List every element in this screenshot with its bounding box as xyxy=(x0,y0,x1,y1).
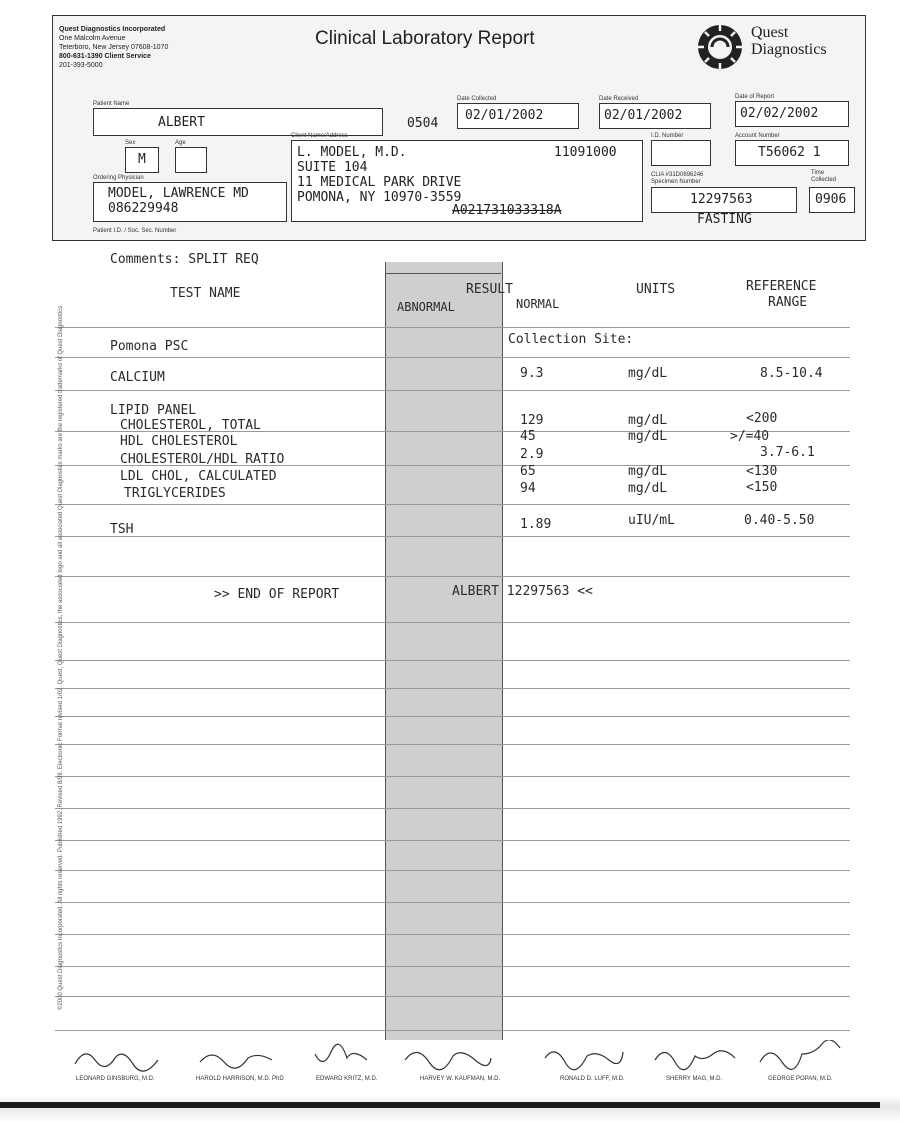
client-service-phone: 800-631-1390 Client Service xyxy=(59,53,151,60)
patient-name-value: ALBERT xyxy=(158,115,205,130)
row-rule xyxy=(55,504,850,505)
company-address-2: Teterboro, New Jersey 07608-1070 xyxy=(59,44,169,51)
test-name: CALCIUM xyxy=(110,370,165,385)
test-name: CHOLESTEROL/HDL RATIO xyxy=(120,452,285,467)
test-result: 1.89 xyxy=(520,517,552,532)
row-rule xyxy=(55,465,850,466)
end-of-report-prefix: >> END OF REPORT xyxy=(214,587,340,602)
test-name: HDL CHOLESTEROL xyxy=(120,434,238,449)
test-range: <200 xyxy=(746,411,778,426)
patient-id-label: Patient I.D. / Soc. Sec. Number xyxy=(93,228,177,234)
client-number: 11091000 xyxy=(554,145,617,160)
signatory-name: EDWARD KRITZ, M.D. xyxy=(316,1076,378,1082)
test-name: LDL CHOL, CALCULATED xyxy=(120,469,277,484)
signatures-row xyxy=(70,1040,870,1076)
date-received-field xyxy=(599,103,711,129)
physician-label: Ordering Physician xyxy=(93,175,144,181)
test-result: 65 xyxy=(520,464,536,479)
test-units: mg/dL xyxy=(628,429,668,444)
signatory-name: LEONARD GINSBURG, M.D. xyxy=(76,1076,155,1082)
date-received-label: Date Received xyxy=(599,96,639,102)
secondary-phone: 201-393-5000 xyxy=(59,62,103,69)
row-rule xyxy=(55,660,850,661)
age-label: Age xyxy=(175,140,186,146)
account-field xyxy=(735,140,849,166)
physician-box xyxy=(93,182,287,222)
date-report-label: Date of Report xyxy=(735,94,775,100)
test-name: TRIGLYCERIDES xyxy=(124,486,226,501)
row-rule xyxy=(55,390,850,391)
comments: Comments: SPLIT REQ xyxy=(110,252,259,267)
side-legal-text: ©2000 Quest Diagnostics Incorporated. All rights reserved. Published 1992. Revised 8/99. Electronic Format revised 1/02. Quest, Quest Diagnostics, the associated logo and all associated Quest Diagnostics marks are the registered trademarks of Quest Diagnostics xyxy=(58,305,64,1010)
row-rule xyxy=(55,902,850,903)
sex-field xyxy=(125,147,159,173)
test-range: 0.40-5.50 xyxy=(744,513,815,528)
date-collected-field xyxy=(457,103,579,129)
specimen-field xyxy=(651,187,797,213)
lab-id-field xyxy=(651,140,711,166)
client-line-3: 11 MEDICAL PARK DRIVE xyxy=(297,175,462,190)
row-rule xyxy=(55,776,850,777)
test-units: mg/dL xyxy=(628,366,668,381)
signatory-name: HAROLD HARRISON, M.D. PhD xyxy=(196,1076,284,1082)
sex-value: M xyxy=(138,152,146,167)
row-rule xyxy=(55,996,850,997)
range-header: RANGE xyxy=(768,295,808,310)
row-rule xyxy=(55,688,850,689)
test-range: >/=40 xyxy=(730,429,770,444)
client-line-1: L. MODEL, M.D. xyxy=(297,145,407,160)
test-result: 9.3 xyxy=(520,366,544,381)
logo-text-line2: Diagnostics xyxy=(751,41,827,58)
sex-label: Sex xyxy=(125,140,136,146)
row-rule xyxy=(55,622,850,623)
date-collected-label: Date Collected xyxy=(457,96,497,102)
patient-name-label: Patient Name xyxy=(93,101,130,107)
signatory-name: SHERRY MAG, M.D. xyxy=(666,1076,723,1082)
client-address-box xyxy=(291,140,643,222)
page-bottom-edge xyxy=(0,1102,880,1108)
company-address-1: One Malcolm Avenue xyxy=(59,35,126,42)
test-range: 3.7-6.1 xyxy=(760,445,815,460)
test-name: LIPID PANEL xyxy=(110,403,197,418)
collection-site-label: Collection Site: xyxy=(508,332,634,347)
header-rule xyxy=(55,327,850,328)
specimen-label: Specimen Number xyxy=(651,179,701,185)
units-header: UNITS xyxy=(636,282,676,297)
test-range: <130 xyxy=(746,464,778,479)
row-rule xyxy=(55,1030,850,1031)
signatory-name: GEORGE POPAN, M.D. xyxy=(768,1076,833,1082)
patient-name-field xyxy=(93,108,383,136)
logo-text-line1: Quest xyxy=(751,24,789,41)
fasting-label: FASTING xyxy=(697,212,752,227)
row-rule xyxy=(55,536,850,537)
accession-number: A021731033318A xyxy=(452,203,562,218)
row-rule xyxy=(55,576,850,577)
row-rule xyxy=(55,840,850,841)
abnormal-header: ABNORMAL xyxy=(397,300,455,314)
test-units: mg/dL xyxy=(628,413,668,428)
row-rule xyxy=(55,870,850,871)
row-rule xyxy=(55,808,850,809)
row-rule xyxy=(55,966,850,967)
row-rule xyxy=(55,744,850,745)
signatory-name: HARVEY W. KAUFMAN, M.D. xyxy=(420,1076,501,1082)
row-rule xyxy=(55,357,850,358)
date-report-value: 02/02/2002 xyxy=(740,106,819,121)
clia-label: CLIA #31D0696246 xyxy=(651,172,704,178)
lab-id-label: I.D. Number xyxy=(651,133,684,139)
signatory-name: RONALD D. LUFF, M.D. xyxy=(560,1076,625,1082)
result-header: RESULT xyxy=(466,282,513,297)
time-value: 0906 xyxy=(815,192,847,207)
test-range: <150 xyxy=(746,480,778,495)
normal-header: NORMAL xyxy=(516,297,560,311)
test-name: TSH xyxy=(110,522,134,537)
date-received-value: 02/01/2002 xyxy=(604,108,683,123)
report-header xyxy=(52,15,866,241)
client-line-2: SUITE 104 xyxy=(297,160,368,175)
client-label: Client Name/Address xyxy=(291,133,348,139)
abnormal-result-column xyxy=(385,262,503,1040)
patient-id: 086229948 xyxy=(108,201,179,216)
test-units: mg/dL xyxy=(628,464,668,479)
time-field xyxy=(809,187,855,213)
row-rule xyxy=(55,716,850,717)
client-line-4: POMONA, NY 10970-3559 xyxy=(297,190,462,205)
company-name: Quest Diagnostics Incorporated xyxy=(59,26,166,33)
test-result: 129 xyxy=(520,413,544,428)
lab-code: 0504 xyxy=(407,116,439,131)
end-of-report-suffix: ALBERT 12297563 << xyxy=(452,584,593,599)
signature-scribbles-icon xyxy=(70,1040,870,1076)
physician-name: MODEL, LAWRENCE MD xyxy=(108,186,249,201)
reference-header: REFERENCE xyxy=(746,279,817,294)
logo-text xyxy=(751,24,827,58)
date-report-field xyxy=(735,101,849,127)
specimen-value: 12297563 xyxy=(690,192,753,207)
quest-logo-icon xyxy=(695,22,745,72)
date-collected-value: 02/01/2002 xyxy=(465,108,544,123)
collection-site-name: Pomona PSC xyxy=(110,339,189,354)
test-name-header: TEST NAME xyxy=(170,286,241,301)
account-label: Account Number xyxy=(735,133,780,139)
row-rule xyxy=(55,934,850,935)
test-range: 8.5-10.4 xyxy=(760,366,823,381)
test-result: 94 xyxy=(520,481,536,496)
time-label: Time Collected xyxy=(811,170,837,183)
test-name: CHOLESTEROL, TOTAL xyxy=(120,418,261,433)
age-field xyxy=(175,147,207,173)
scan-edge xyxy=(0,1096,900,1122)
result-column-top-rule xyxy=(385,273,501,274)
report-title: Clinical Laboratory Report xyxy=(315,28,535,49)
test-result: 45 xyxy=(520,429,536,444)
test-result: 2.9 xyxy=(520,447,544,462)
test-units: mg/dL xyxy=(628,481,668,496)
test-units: uIU/mL xyxy=(628,513,675,528)
account-value: T56062 1 xyxy=(758,145,821,160)
